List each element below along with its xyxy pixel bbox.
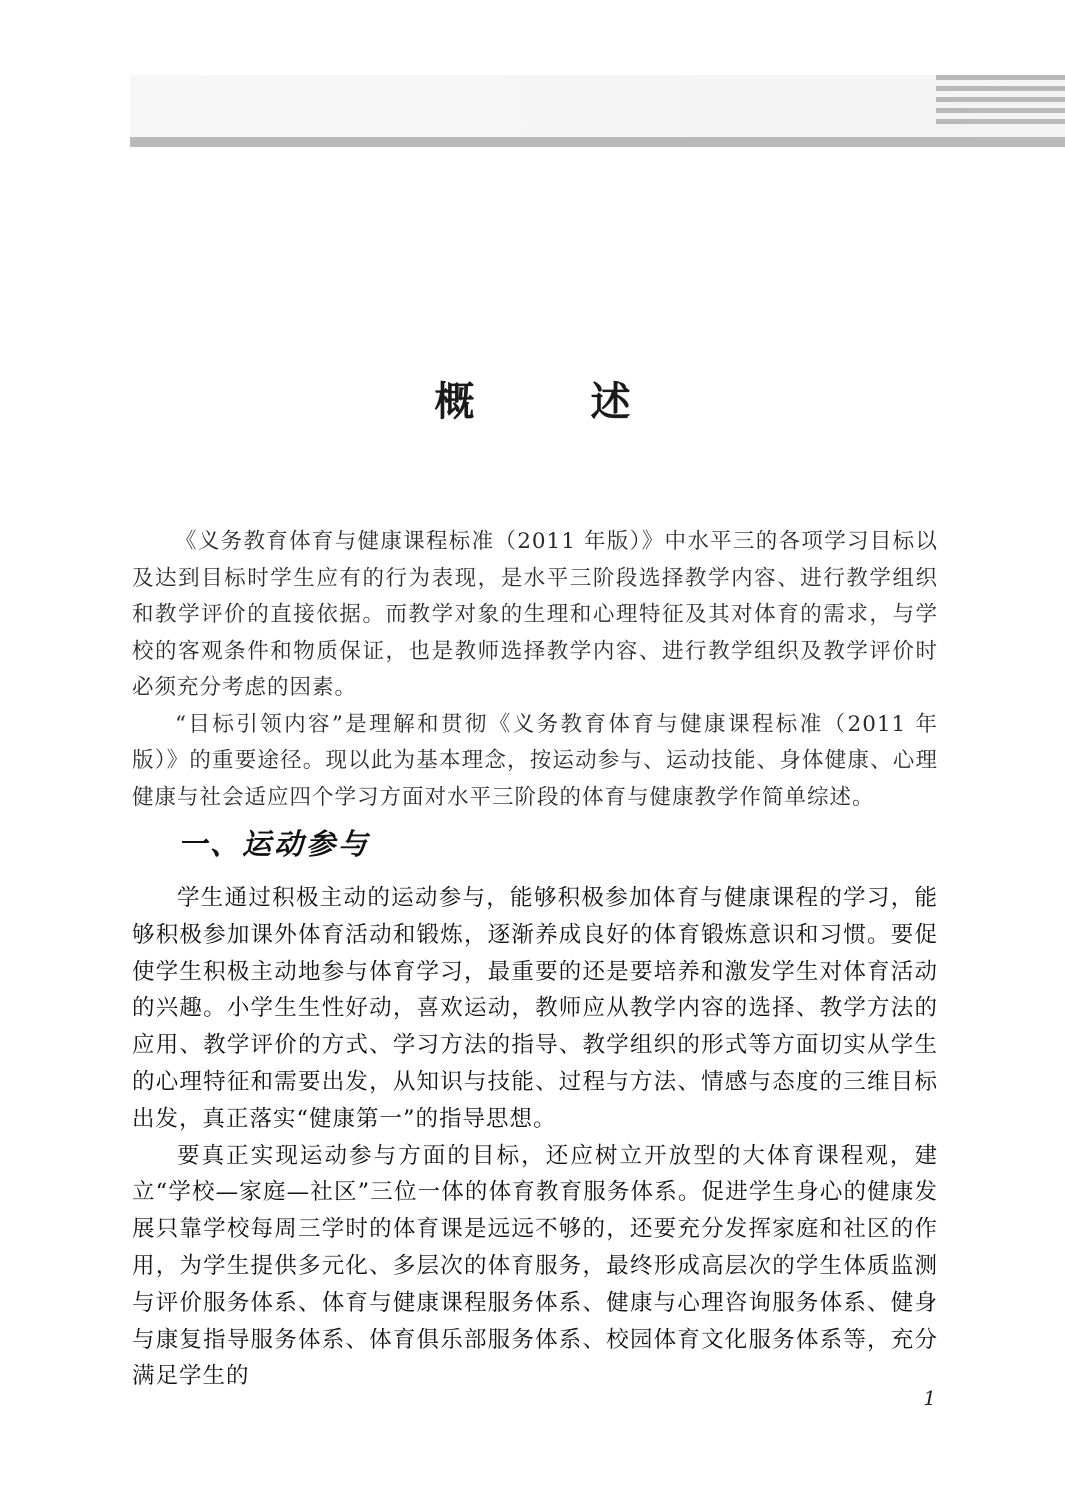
intro-paragraph-2: “目标引领内容”是理解和贯彻《义务教育体育与健康课程标准（2011 年版）》的重要途径。现以此为基本理念，按运动参与、运动技能、身体健康、心理健康与社会适应四个学习方面对水平三阶段的体育与健康教学作简单综述。 xyxy=(132,711,938,810)
page-title-part1: 概 xyxy=(434,379,475,425)
page-title-part2: 述 xyxy=(590,379,631,425)
page-number: 1 xyxy=(923,1386,936,1410)
header-rule xyxy=(130,137,1065,147)
intro-paragraph-1: 《义务教育体育与健康课程标准（2011 年版）》中水平三的各项学习目标以及达到目标时学生应有的行为表现，是水平三阶段选择教学内容、进行教学组织和教学评价的直接依据。而教学对象的生理和心理特征及其对体育的需求，与学校的客观条件和物质保证，也是教师选择教学内容、进行教学组织及教学评价时必须充分考虑的因素。 xyxy=(132,529,938,700)
page-title xyxy=(0,372,1065,432)
section-paragraph-1: 学生通过积极主动的运动参与，能够积极参加体育与健康课程的学习，能够积极参加课外体育活动和锻炼，逐渐养成良好的体育锻炼意识和习惯。要促使学生积极主动地参与体育学习，最重要的还是要培养和激发学生对体育活动的兴趣。小学生生性好动，喜欢运动，教师应从教学内容的选择、教学方法的应用、教学评价的方式、学习方法的指导、教学组织的形式等方面切实从学生的心理特征和需要出发，从知识与技能、过程与方法、情感与态度的三维目标出发，真正落实“健康第一”的指导思想。 xyxy=(132,885,938,1132)
section-paragraph-2: 要真正实现运动参与方面的目标，还应树立开放型的大体育课程观，建立“学校—家庭—社区”三位一体的体育教育服务体系。促进学生身心的健康发展只靠学校每周三学时的体育课是远远不够的，还要充分发挥家庭和社区的作用，为学生提供多元化、多层次的体育服务，最终形成高层次的学生体质监测与评价服务体系、体育与健康课程服务体系、健康与心理咨询服务体系、健身与康复指导服务体系、体育俱乐部服务体系、校园体育文化服务体系等，充分满足学生的 xyxy=(132,1142,938,1390)
section-body xyxy=(132,880,938,1395)
intro-text xyxy=(132,524,938,816)
section-heading: 一、运动参与 xyxy=(178,827,371,861)
header-stripes-decoration xyxy=(936,75,1065,131)
header-band xyxy=(130,75,1065,137)
